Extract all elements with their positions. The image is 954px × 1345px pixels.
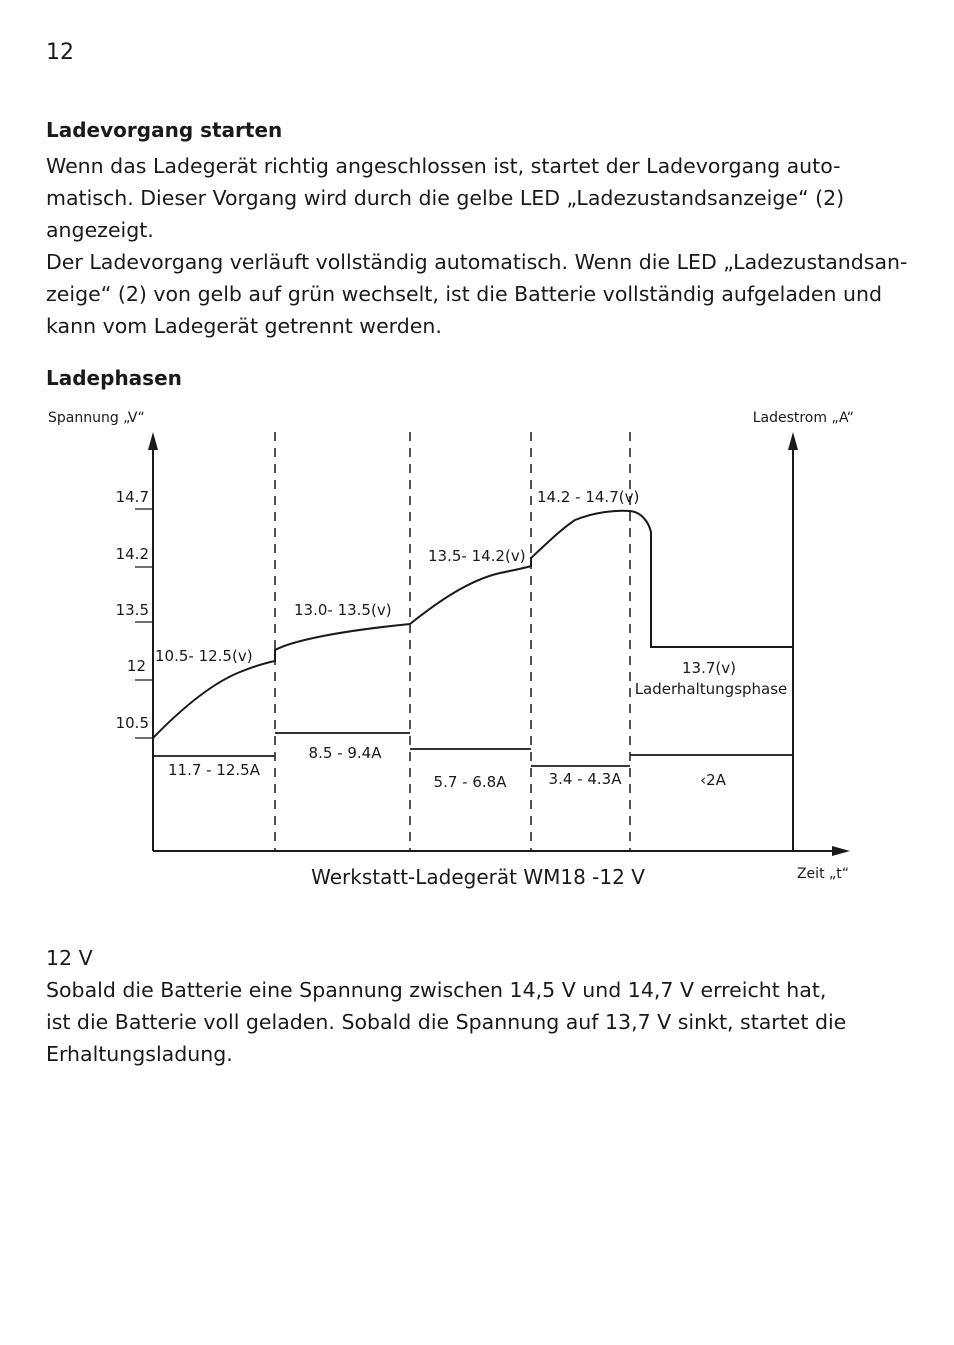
current-range-label: 8.5 - 9.4A [308, 744, 382, 762]
y-tick-label: 10.5 [115, 714, 149, 732]
paragraph-line: Erhaltungsladung. [46, 1042, 233, 1066]
current-axis-arrow-icon [788, 432, 798, 450]
y-tick-label: 14.7 [115, 488, 149, 506]
right-axis-label: Ladestrom „A“ [752, 410, 854, 426]
page-number: 12 [46, 40, 74, 65]
voltage-range-label: 10.5- 12.5(v) [155, 647, 253, 665]
charging-start-paragraph [46, 150, 908, 342]
paragraph-line: Wenn das Ladegerät richtig angeschlossen ist, startet der Ladevorgang auto- [46, 154, 841, 178]
current-range-label: ‹2A [700, 771, 726, 789]
voltage-range-label: 13.5- 14.2(v) [428, 547, 526, 565]
voltage-curve [153, 511, 793, 738]
x-axis-label: Zeit „t“ [796, 866, 849, 882]
y-tick-label: 14.2 [115, 545, 149, 563]
paragraph-line: ist die Batterie voll geladen. Sobald die Spannung auf 13,7 V sinkt, startet die [46, 1010, 847, 1034]
phase-name-label: Laderhaltungsphase [634, 680, 788, 698]
paragraph-line: kann vom Ladegerät getrennt werden. [46, 314, 442, 338]
paragraph-line: 12 V [46, 946, 93, 970]
charging-phases-diagram [0, 400, 954, 900]
current-range-label: 3.4 - 4.3A [548, 770, 622, 788]
paragraph-line: matisch. Dieser Vorgang wird durch die gelbe LED „Ladezustandsanzeige“ (2) [46, 186, 845, 210]
voltage-range-label: 14.2 - 14.7(v) [537, 488, 640, 506]
section-heading-charging-start: Ladevorgang starten [46, 118, 283, 142]
y-tick-label: 13.5 [115, 601, 149, 619]
section-heading-charging-phases: Ladephasen [46, 366, 182, 390]
left-axis-label: Spannung „V“ [48, 410, 145, 426]
diagram-caption: Werkstatt-Ladegerät WM18 -12 V [311, 865, 645, 889]
paragraph-line: angezeigt. [46, 218, 154, 242]
paragraph-line: Sobald die Batterie eine Spannung zwischen 14,5 V und 14,7 V erreicht hat, [46, 978, 827, 1002]
time-axis-arrow-icon [832, 846, 850, 856]
voltage-note-paragraph [46, 942, 876, 1070]
voltage-range-label: 13.0- 13.5(v) [294, 601, 392, 619]
y-tick-label: 12 [126, 657, 146, 675]
y-tick-marks [135, 509, 153, 738]
float-voltage-label: 13.7(v) [682, 659, 736, 677]
current-range-label: 5.7 - 6.8A [433, 773, 507, 791]
current-range-label: 11.7 - 12.5A [167, 761, 261, 779]
voltage-axis-arrow-icon [148, 432, 158, 450]
paragraph-line: zeige“ (2) von gelb auf grün wechselt, ist die Batterie vollständig aufgeladen und [46, 282, 883, 306]
paragraph-line: Der Ladevorgang verläuft vollständig automatisch. Wenn die LED „Ladezustandsan- [46, 250, 908, 274]
